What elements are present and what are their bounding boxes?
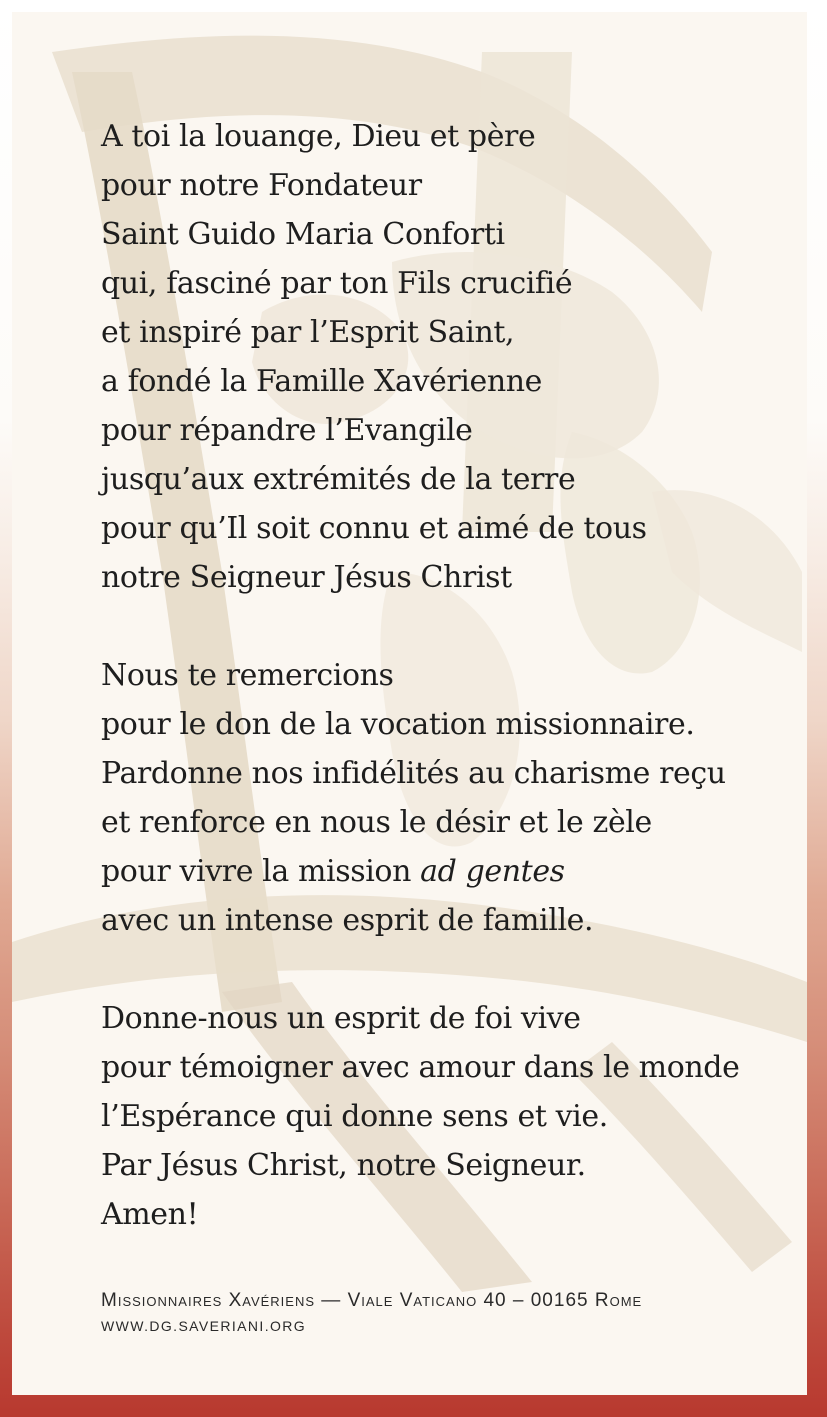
prayer-line: Saint Guido Maria Conforti xyxy=(101,217,505,252)
footer-address: Missionnaires Xavériens — Viale Vaticano 40 – 00165 Rome xyxy=(101,1290,643,1311)
prayer-line: A toi la louange, Dieu et père xyxy=(101,119,536,154)
prayer-line: Nous te remercions xyxy=(101,658,394,693)
prayer-line: Donne-nous un esprit de foi vive xyxy=(101,1001,581,1036)
prayer-line: et renforce en nous le désir et le zèle xyxy=(101,805,652,840)
prayer-line: notre Seigneur Jésus Christ xyxy=(101,560,512,595)
prayer-panel xyxy=(12,12,807,1395)
prayer-line: a fondé la Famille Xavérienne xyxy=(101,364,543,399)
prayer-line: pour répandre l’Evangile xyxy=(101,413,473,448)
prayer-line-prefix: pour vivre la mission xyxy=(101,854,421,889)
prayer-line: et inspiré par l’Esprit Saint, xyxy=(101,315,515,350)
prayer-line: pour le don de la vocation missionnaire. xyxy=(101,707,695,742)
prayer-stanza-1 xyxy=(101,112,791,602)
footer-website-link[interactable]: WWW.DG.SAVERIANI.ORG xyxy=(101,1318,307,1334)
prayer-line xyxy=(101,847,791,896)
prayer-line: qui, fasciné par ton Fils crucifié xyxy=(101,266,573,301)
prayer-line: pour qu’Il soit connu et aimé de tous xyxy=(101,511,647,546)
prayer-line: pour notre Fondateur xyxy=(101,168,422,203)
prayer-stanza-3 xyxy=(101,994,791,1239)
prayer-line: jusqu’aux extrémités de la terre xyxy=(101,462,576,497)
prayer-line: avec un intense esprit de famille. xyxy=(101,903,594,938)
footer xyxy=(101,1290,642,1334)
prayer-text xyxy=(101,112,791,1288)
prayer-line: Amen! xyxy=(101,1197,199,1232)
prayer-line-italic: ad gentes xyxy=(420,854,565,889)
prayer-line: pour témoigner avec amour dans le monde xyxy=(101,1050,740,1085)
prayer-line: Pardonne nos infidélités au charisme reçu xyxy=(101,756,726,791)
prayer-line: l’Espérance qui donne sens et vie. xyxy=(101,1099,608,1134)
prayer-stanza-2 xyxy=(101,651,791,945)
prayer-line: Par Jésus Christ, notre Seigneur. xyxy=(101,1148,586,1183)
